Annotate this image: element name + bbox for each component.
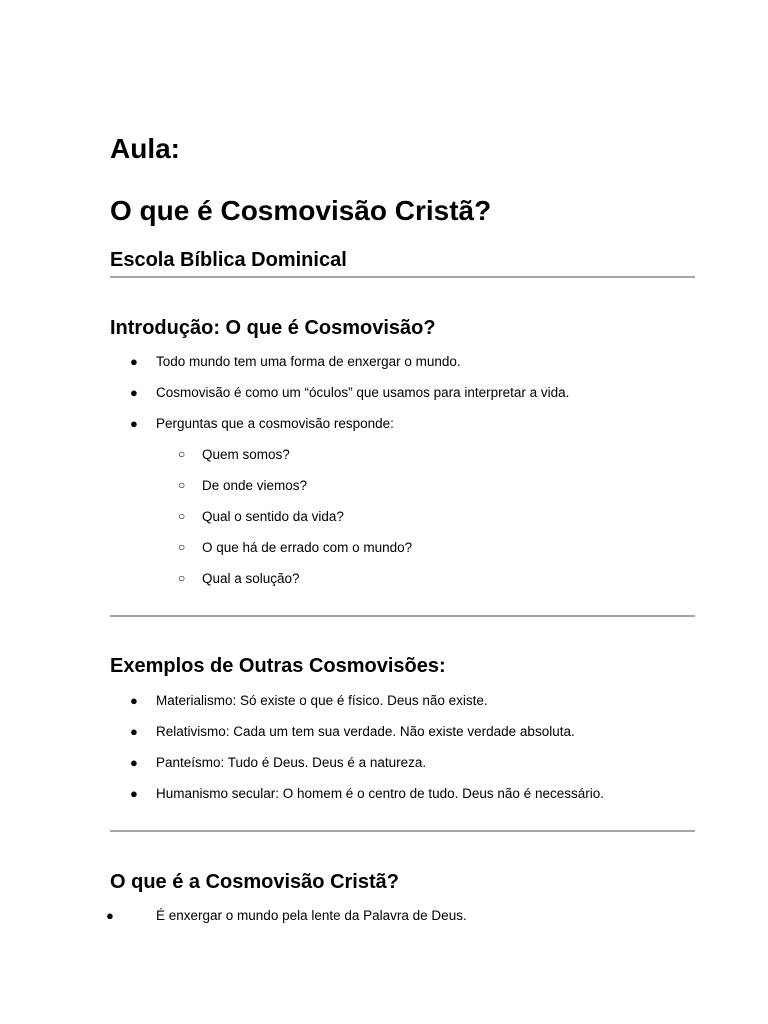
list-item-text: Materialismo: Só existe o que é físico. Deus não existe. — [156, 693, 488, 708]
circle-bullet-icon: ○ — [178, 509, 186, 523]
list-item — [110, 754, 695, 771]
list-item-text: É enxergar o mundo pela lente da Palavra de Deus. — [156, 908, 467, 923]
sub-list-item-text: Quem somos? — [202, 447, 290, 462]
circle-bullet-icon: ○ — [178, 447, 186, 461]
list-item-text: Relativismo: Cada um tem sua verdade. Não existe verdade absoluta. — [156, 724, 575, 739]
circle-bullet-icon: ○ — [178, 571, 186, 585]
sub-list-item — [110, 570, 695, 587]
list-item — [110, 353, 695, 370]
page-subtitle: Escola Bíblica Dominical — [110, 249, 347, 271]
list-item-text: Cosmovisão é como um “óculos” que usamos para interpretar a vida. — [156, 385, 570, 400]
circle-bullet-icon: ○ — [178, 540, 186, 554]
list-item — [110, 723, 695, 740]
section-divider — [110, 830, 695, 832]
list-item — [110, 785, 695, 802]
page-title: O que é Cosmovisão Cristã? — [110, 195, 492, 226]
section-title-introducao: Introdução: O que é Cosmovisão? — [110, 317, 436, 339]
sub-list-item-text: O que há de errado com o mundo? — [202, 540, 413, 555]
bullet-icon: ● — [130, 724, 138, 739]
bullet-icon: ● — [130, 416, 138, 431]
section-title-cosmovisao-crista: O que é a Cosmovisão Cristã? — [110, 871, 399, 893]
sub-list-item — [110, 539, 695, 556]
circle-bullet-icon: ○ — [178, 478, 186, 492]
sub-list-item — [110, 508, 695, 525]
list-item — [110, 692, 695, 709]
sub-list-item-text: Qual a solução? — [202, 571, 300, 586]
bullet-icon: ● — [130, 786, 138, 801]
section-divider — [110, 615, 695, 617]
intro-list — [110, 353, 695, 587]
christian-worldview-list — [106, 907, 695, 924]
lesson-label: Aula: — [110, 133, 180, 164]
list-item — [110, 415, 695, 432]
bullet-icon: ● — [130, 354, 138, 369]
list-item — [106, 907, 695, 924]
sub-list-item — [110, 477, 695, 494]
list-item-text: Todo mundo tem uma forma de enxergar o mundo. — [156, 354, 461, 369]
list-item-text: Humanismo secular: O homem é o centro de tudo. Deus não é necessário. — [156, 786, 604, 801]
list-item-text: Perguntas que a cosmovisão responde: — [156, 416, 394, 431]
sub-list-item-text: De onde viemos? — [202, 478, 308, 493]
bullet-icon: ● — [130, 693, 138, 708]
bullet-icon: ● — [130, 385, 138, 400]
sub-list-item-text: Qual o sentido da vida? — [202, 509, 344, 524]
bullet-icon: ● — [130, 755, 138, 770]
list-item-text: Panteísmo: Tudo é Deus. Deus é a natureza. — [156, 755, 427, 770]
section-divider — [110, 276, 695, 278]
section-title-exemplos: Exemplos de Outras Cosmovisões: — [110, 655, 446, 677]
examples-list — [110, 692, 695, 802]
bullet-icon: ● — [106, 908, 114, 923]
list-item — [110, 384, 695, 401]
sub-list-item — [110, 446, 695, 463]
